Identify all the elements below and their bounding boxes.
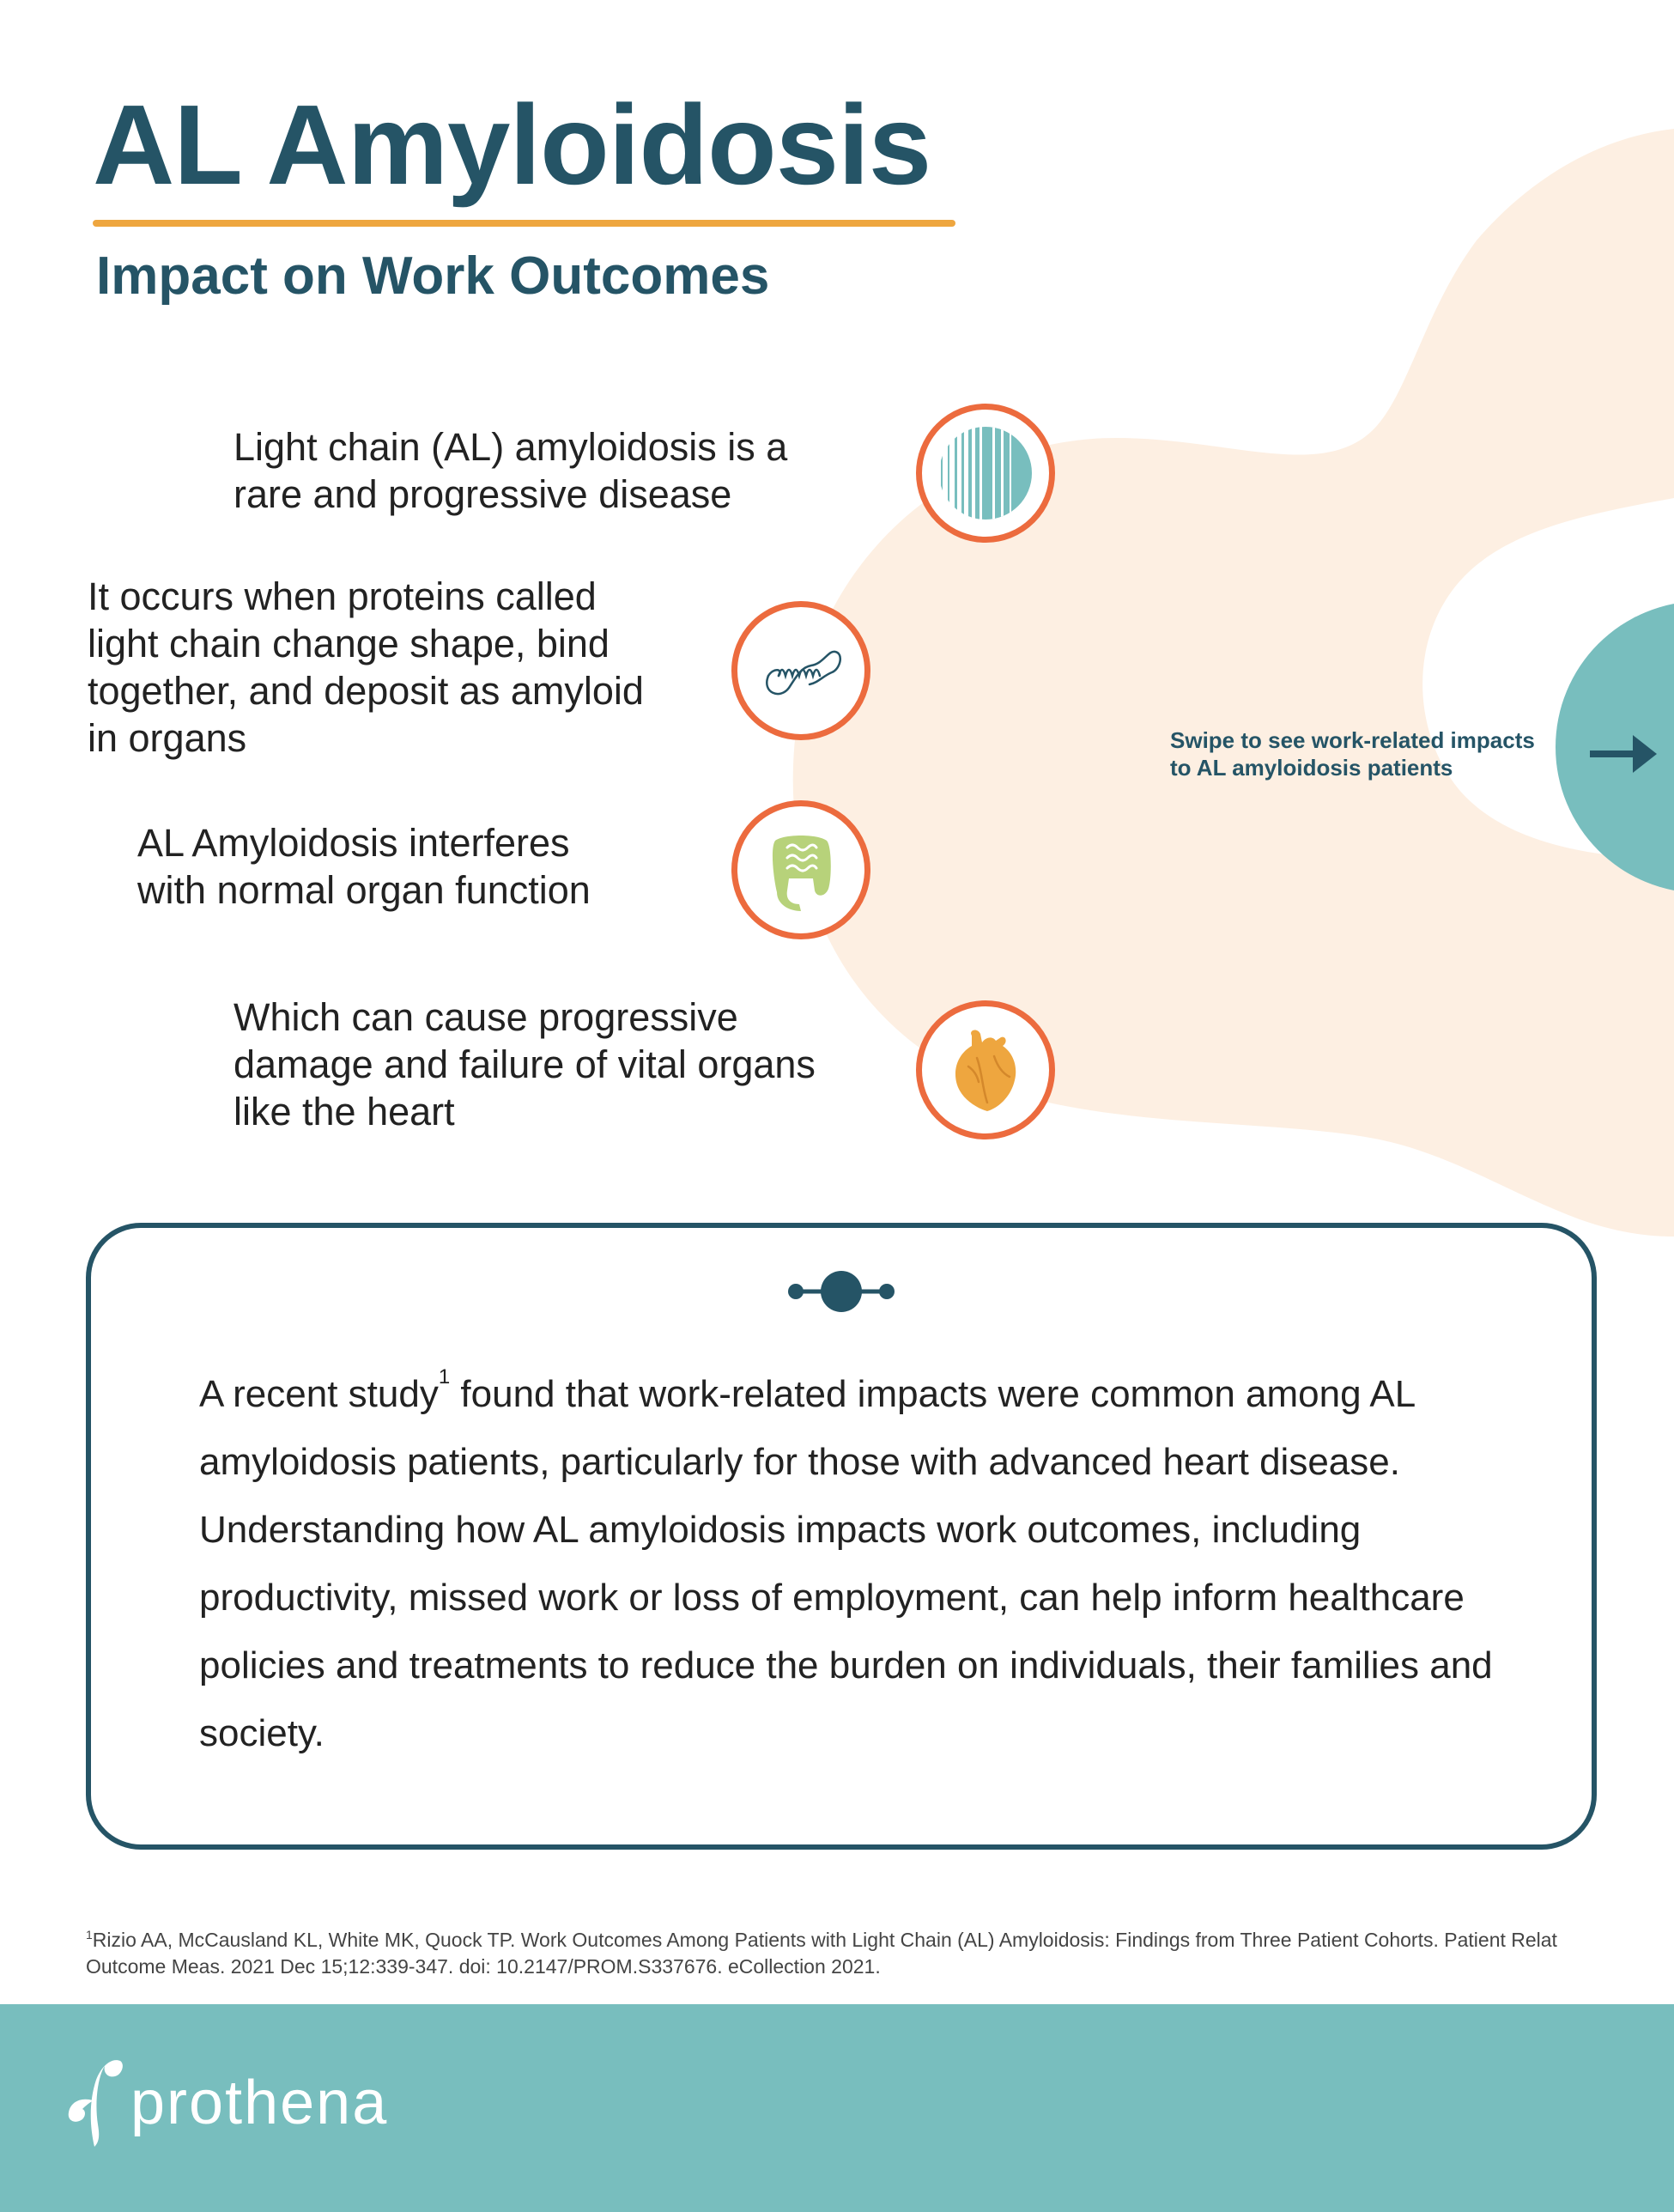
fact-1-line-2: rare and progressive disease [234, 472, 732, 516]
fact-4-line-1: Which can cause progressive [234, 995, 738, 1039]
study-summary [199, 1360, 1521, 1767]
page-title: AL Amyloidosis [93, 82, 931, 208]
fact-4-line-2: damage and failure of vital organs [234, 1042, 816, 1086]
striped-circle-icon [934, 422, 1037, 525]
swipe-prompt-line-1: Swipe to see work-related impacts [1170, 727, 1535, 753]
right-arrow-icon[interactable] [1586, 728, 1659, 780]
footnote-marker: 1 [86, 1928, 93, 1942]
fact-2-line-3: together, and deposit as amyloid [88, 669, 644, 713]
study-summary-rest: found that work-related impacts were common among AL amyloidosis patients, particularly for those with advanced heart disease. Understanding how AL amyloidosis impacts work outcomes, including productivity, missed work or loss of employment, can help inform healthcare policies and treatments to reduce the burden on individuals, their families and society. [199, 1373, 1493, 1754]
brand-name: prothena [130, 2069, 389, 2137]
fact-3-line-1: AL Amyloidosis interferes [137, 821, 570, 865]
title-underline [93, 220, 955, 227]
fact-2-text [88, 573, 644, 762]
fact-2-icon-circle [731, 601, 870, 740]
fact-2-line-1: It occurs when proteins called [88, 574, 597, 618]
dot-divider-icon [787, 1267, 895, 1316]
fact-3-line-2: with normal organ function [137, 868, 591, 912]
swipe-prompt [1170, 726, 1539, 781]
fact-3-text [137, 819, 591, 914]
prothena-logo-icon [64, 2051, 130, 2154]
fact-3-icon-circle [731, 800, 870, 939]
fact-1-icon-circle [916, 404, 1055, 543]
intestine-icon [749, 818, 852, 921]
study-summary-start: A recent study [199, 1373, 439, 1415]
citation-footnote [86, 1927, 1597, 1980]
fact-2-line-4: in organs [88, 716, 247, 760]
fact-1-line-1: Light chain (AL) amyloidosis is a [234, 425, 788, 469]
fact-2-line-2: light chain change shape, bind [88, 622, 610, 665]
swipe-prompt-line-2: to AL amyloidosis patients [1170, 755, 1453, 781]
fact-4-text [234, 994, 816, 1135]
heart-icon [934, 1018, 1037, 1121]
fact-1-text [234, 423, 787, 518]
fact-4-icon-circle [916, 1000, 1055, 1139]
fact-4-line-3: like the heart [234, 1090, 455, 1133]
protein-helix-icon [749, 619, 852, 722]
footnote-text: Rizio AA, McCausland KL, White MK, Quock TP. Work Outcomes Among Patients with Light Chain (AL) Amyloidosis: Findings from Three Patient Cohorts. Patient Relat Outcome Meas. 2021 Dec 15;12:339-347. doi: 10.2147/PROM.S337676. eCollection 2021. [86, 1929, 1557, 1978]
page-subtitle: Impact on Work Outcomes [96, 246, 770, 306]
study-reference-marker[interactable]: 1 [438, 1365, 451, 1389]
